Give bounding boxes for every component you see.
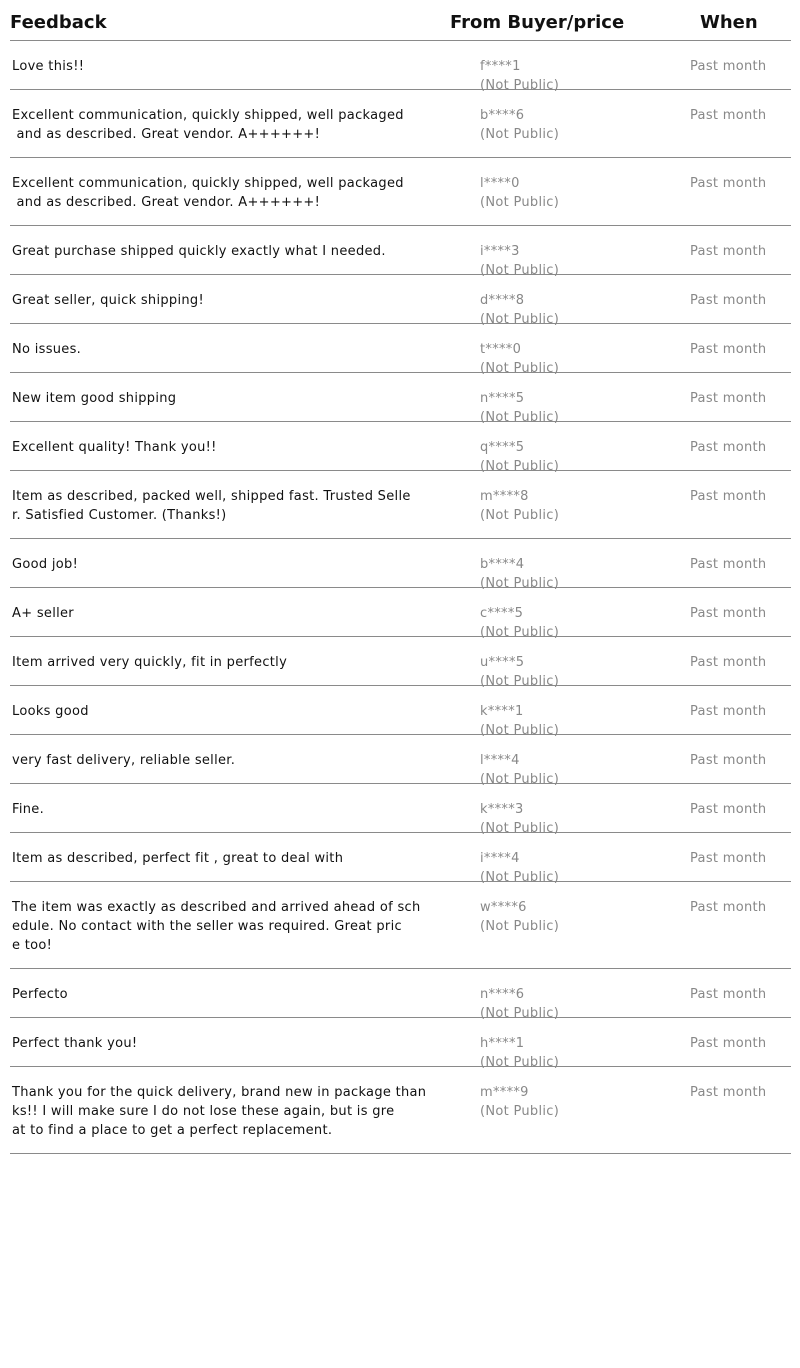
buyer-name: i****4 [480,851,520,866]
buyer-price: (Not Public) [480,1104,560,1119]
buyer-name: l****4 [480,753,520,768]
table-row [10,422,791,474]
feedback-comment: Perfect thank you! [12,1036,138,1051]
table-row [10,373,791,425]
feedback-when: Past month [690,108,767,123]
buyer-price: (Not Public) [480,1006,560,1021]
buyer-price: (Not Public) [480,674,560,689]
table-row [10,784,791,836]
buyer-price: (Not Public) [480,195,560,210]
feedback-comment: Excellent communication, quickly shipped, well packaged and as described. Great vendor. A++++++! [12,108,404,142]
buyer-name: h****1 [480,1036,525,1051]
column-header-feedback: Feedback [10,12,107,33]
buyer-name: k****1 [480,704,524,719]
table-row [10,226,791,278]
table-row [10,90,791,158]
feedback-when: Past month [690,753,767,768]
feedback-comment: Item arrived very quickly, fit in perfectly [12,655,288,670]
table-row [10,735,791,787]
feedback-comment: The item was exactly as described and arrived ahead of sch edule. No contact with the seller was required. Great pric e too! [12,900,421,953]
buyer-price: (Not Public) [480,821,560,836]
column-header-when: When [700,12,758,33]
buyer-price: (Not Public) [480,508,560,523]
buyer-price: (Not Public) [480,410,560,425]
buyer-name: t****0 [480,342,522,357]
table-row [10,158,791,226]
feedback-when: Past month [690,1085,767,1100]
buyer-price: (Not Public) [480,1055,560,1070]
buyer-price: (Not Public) [480,772,560,787]
feedback-when: Past month [690,489,767,504]
table-row [10,539,791,591]
buyer-price: (Not Public) [480,870,560,885]
buyer-cell [480,898,559,936]
column-header-buyer: From Buyer/price [450,12,625,33]
buyer-price: (Not Public) [480,723,560,738]
feedback-when: Past month [690,440,767,455]
feedback-comment: Great purchase shipped quickly exactly what I needed. [12,244,386,259]
buyer-cell [480,487,559,525]
feedback-when: Past month [690,802,767,817]
feedback-comment: No issues. [12,342,82,357]
buyer-name: i****3 [480,244,520,259]
table-row [10,324,791,376]
feedback-comment: Item as described, packed well, shipped fast. Trusted Selle r. Satisfied Customer. (Thanks!) [12,489,411,523]
buyer-name: b****4 [480,557,525,572]
buyer-price: (Not Public) [480,919,560,934]
feedback-when: Past month [690,655,767,670]
feedback-comment: very fast delivery, reliable seller. [12,753,236,768]
buyer-name: m****8 [480,489,529,504]
buyer-name: f****1 [480,59,521,74]
buyer-cell [480,106,559,144]
buyer-name: w****6 [480,900,527,915]
buyer-name: q****5 [480,440,525,455]
feedback-when: Past month [690,244,767,259]
feedback-comment: New item good shipping [12,391,177,406]
buyer-cell [480,1083,559,1121]
table-row [10,1067,791,1154]
buyer-price: (Not Public) [480,78,560,93]
buyer-name: m****9 [480,1085,529,1100]
table-row [10,588,791,640]
buyer-price: (Not Public) [480,361,560,376]
feedback-comment: Excellent quality! Thank you!! [12,440,217,455]
feedback-when: Past month [690,176,767,191]
buyer-name: n****6 [480,987,525,1002]
buyer-price: (Not Public) [480,576,560,591]
table-row [10,41,791,93]
buyer-name: u****5 [480,655,525,670]
feedback-when: Past month [690,391,767,406]
buyer-price: (Not Public) [480,263,560,278]
feedback-when: Past month [690,851,767,866]
buyer-price: (Not Public) [480,127,560,142]
feedback-comment: Item as described, perfect fit , great to deal with [12,851,344,866]
table-row [10,471,791,539]
table-row [10,969,791,1021]
buyer-price: (Not Public) [480,312,560,327]
feedback-comment: Great seller, quick shipping! [12,293,204,308]
feedback-when: Past month [690,704,767,719]
feedback-comment: Fine. [12,802,45,817]
feedback-when: Past month [690,59,767,74]
feedback-comment: Love this!! [12,59,85,74]
feedback-when: Past month [690,293,767,308]
table-row [10,833,791,885]
feedback-when: Past month [690,342,767,357]
buyer-name: c****5 [480,606,524,621]
buyer-price: (Not Public) [480,625,560,640]
buyer-name: k****3 [480,802,524,817]
feedback-when: Past month [690,900,767,915]
feedback-comment: A+ seller [12,606,74,621]
feedback-when: Past month [690,557,767,572]
table-row [10,275,791,327]
table-header [10,0,791,41]
buyer-price: (Not Public) [480,459,560,474]
feedback-table [10,0,791,1154]
buyer-name: l****0 [480,176,520,191]
feedback-comment: Thank you for the quick delivery, brand new in package than ks!! I will make sure I do not lose these again, but is gre at to find a place to get a perfect replacement. [12,1085,427,1138]
feedback-when: Past month [690,987,767,1002]
feedback-comment: Good job! [12,557,79,572]
buyer-name: d****8 [480,293,525,308]
feedback-when: Past month [690,1036,767,1051]
buyer-name: b****6 [480,108,525,123]
table-row [10,1018,791,1070]
feedback-comment: Excellent communication, quickly shipped, well packaged and as described. Great vendor. A++++++! [12,176,404,210]
buyer-name: n****5 [480,391,525,406]
feedback-comment: Perfecto [12,987,68,1002]
buyer-cell [480,174,559,212]
table-row [10,882,791,969]
feedback-when: Past month [690,606,767,621]
table-row [10,686,791,738]
feedback-comment: Looks good [12,704,89,719]
table-row [10,637,791,689]
